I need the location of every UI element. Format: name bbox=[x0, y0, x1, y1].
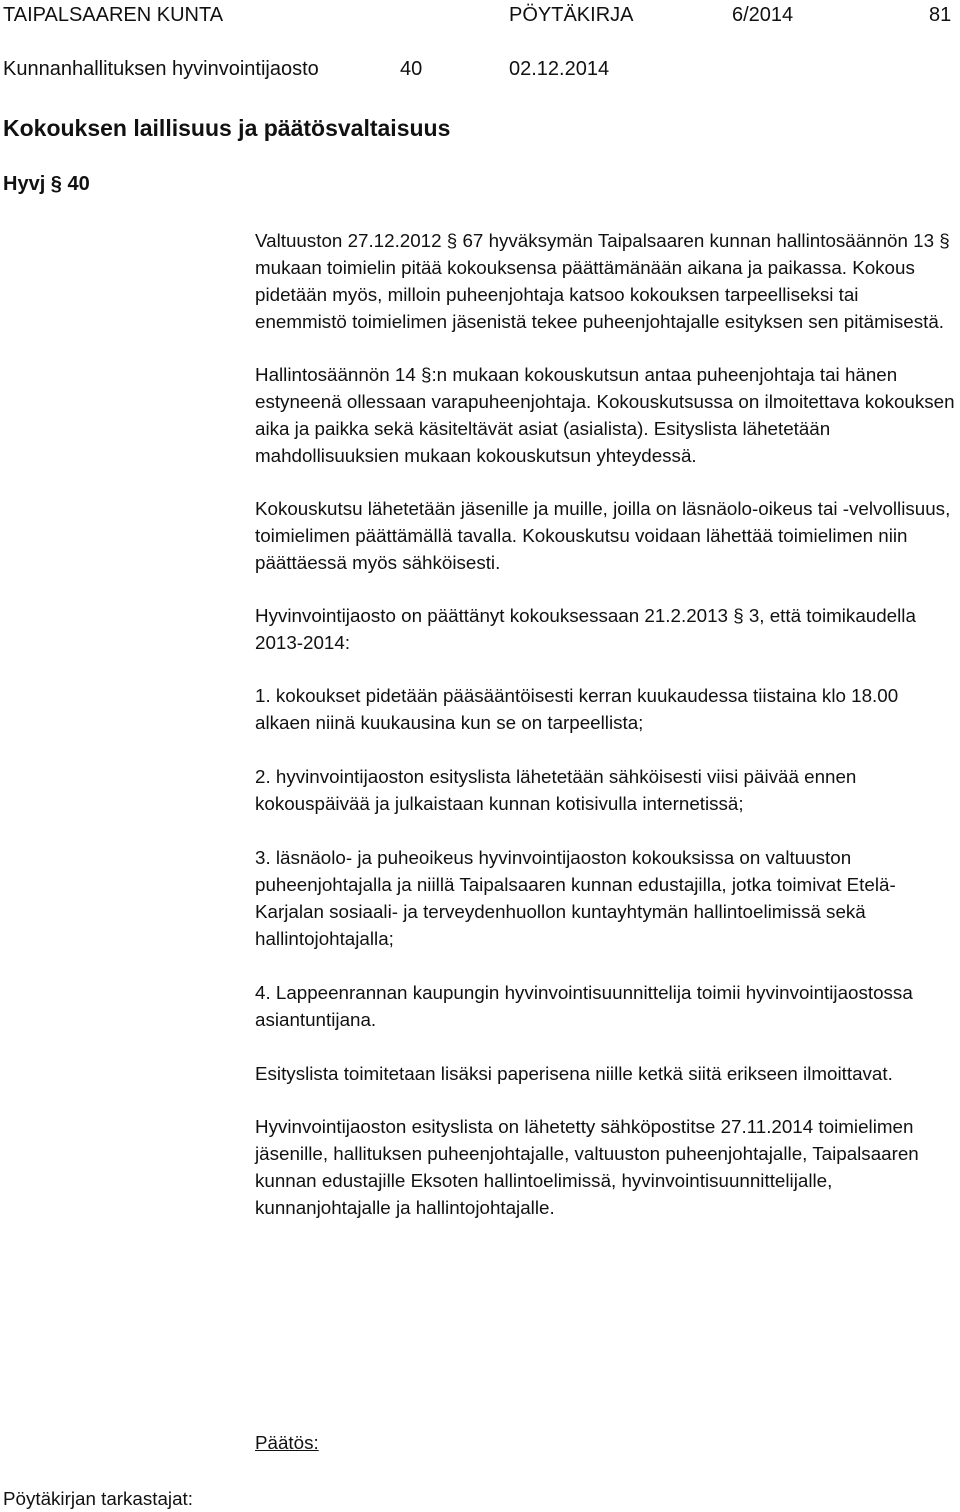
issue-number: 6/2014 bbox=[732, 4, 794, 26]
organization-name: TAIPALSAAREN KUNTA bbox=[3, 4, 224, 26]
list-item: 2. hyvinvointijaoston esityslista lähetetään sähköisesti viisi päivää ennen kokouspäivää ja julkaistaan kunnan kotisivulla internetissä; bbox=[255, 766, 857, 814]
page-number: 81 bbox=[929, 4, 952, 26]
footer-label: Pöytäkirjan tarkastajat: bbox=[3, 1488, 193, 1509]
page-title: Kokouksen laillisuus ja päätösvaltaisuus bbox=[3, 115, 451, 141]
list-item: 4. Lappeenrannan kaupungin hyvinvointisuunnittelija toimii hyvinvointijaostossa asiantuntijana. bbox=[255, 982, 913, 1030]
body-name: Kunnanhallituksen hyvinvointijaosto bbox=[3, 58, 319, 80]
paragraph: Esityslista toimitetaan lisäksi paperisena niille ketkä siitä erikseen ilmoittavat. bbox=[255, 1063, 893, 1084]
list-item: 3. läsnäolo- ja puheoikeus hyvinvointijaoston kokouksissa on valtuuston puheenjohtajalla ja niillä Taipalsaaren kunnan edustajilla, jotka toimivat Etelä-Karjalan sosiaali- ja terveydenhuollon kuntayhtymän hallintoelimissä sekä hallintojohtajalla; bbox=[255, 847, 896, 949]
paragraph: Kokouskutsu lähetetään jäsenille ja muille, joilla on läsnäolo-oikeus tai -velvollisuus, toimielimen päättämällä tavalla. Kokouskutsu voidaan lähettää toimielimen niin päättäessä myös sähköisesti. bbox=[255, 498, 951, 573]
section-reference: Hyvj § 40 bbox=[3, 173, 90, 195]
paragraph: Hallintosäännön 14 §:n mukaan kokouskutsun antaa puheenjohtaja tai hänen estyneenä ollessaan varapuheenjohtaja. Kokouskutsussa on ilmoitettava kokouksen aika ja paikka sekä käsiteltävät asiat (asialista). Esityslista lähetetään mahdollisuuksien mukaan kokouskutsun yhteydessä. bbox=[255, 364, 955, 466]
meeting-date: 02.12.2014 bbox=[509, 58, 610, 80]
document-type: PÖYTÄKIRJA bbox=[509, 4, 634, 26]
meeting-number: 40 bbox=[400, 58, 423, 80]
paragraph: Valtuuston 27.12.2012 § 67 hyväksymän Taipalsaaren kunnan hallintosäännön 13 § mukaan toimielin pitää kokouksensa päättämänään aikana ja paikassa. Kokous pidetään myös, milloin puheenjohtaja katsoo kokouksen tarpeelliseksi tai enemmistö toimielimen jäsenistä tekee puheenjohtajalle esityksen sen pitämisestä. bbox=[255, 230, 950, 332]
list-item: 1. kokoukset pidetään pääsääntöisesti kerran kuukaudessa tiistaina klo 18.00 alkaen niinä kuukausina kun se on tarpeellista; bbox=[255, 685, 899, 733]
document-body bbox=[255, 227, 955, 1247]
paragraph: Hyvinvointijaosto on päättänyt kokouksessaan 21.2.2013 § 3, että toimikaudella 2013-2014: bbox=[255, 605, 916, 653]
paragraph: Hyvinvointijaoston esityslista on lähetetty sähköpostitse 27.11.2014 toimielimen jäsenille, hallituksen puheenjohtajalle, valtuuston puheenjohtajalle, Taipalsaaren kunnan edustajille Eksoten hallintoelimissä, hyvinvointisuunnittelijalle, kunnanjohtajalle ja hallintojohtajalle. bbox=[255, 1116, 919, 1218]
decision-label: Päätös: bbox=[255, 1432, 319, 1453]
